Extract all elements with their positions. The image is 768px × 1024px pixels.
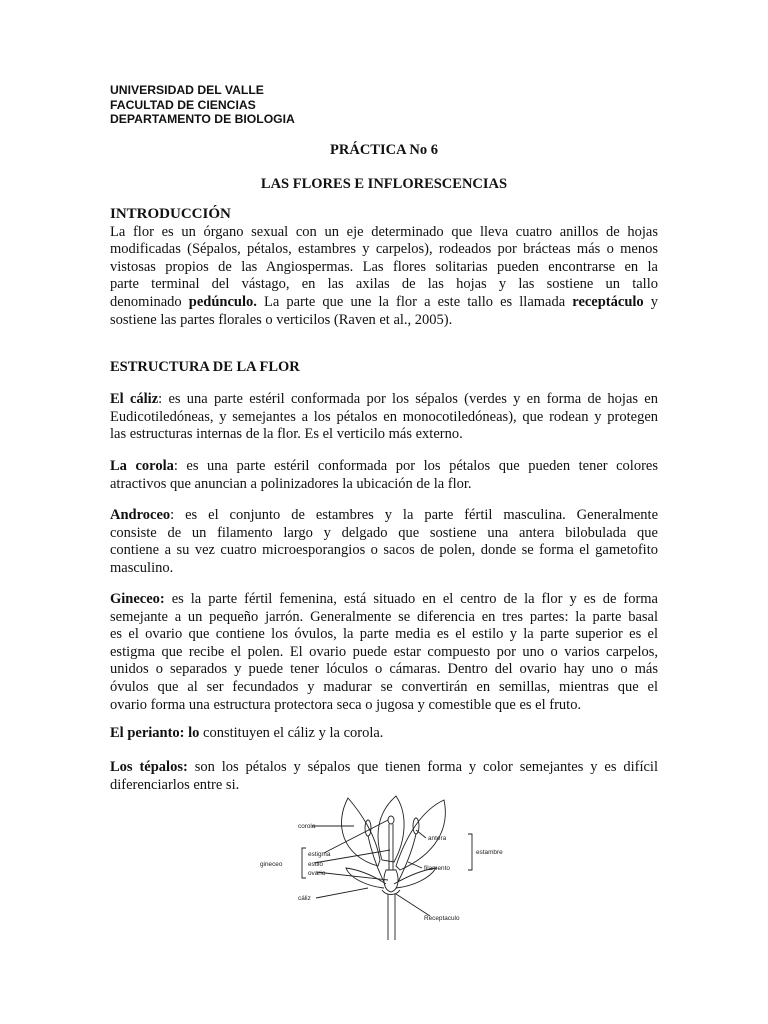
term-caliz: El cáliz <box>110 391 159 407</box>
faculty-name: FACULTAD DE CIENCIAS <box>110 97 256 112</box>
gineceo-paragraph: Gineceo: es la parte fértil femenina, está situado en el centro de la flor y es de forma semejante a un pequeño jarrón. Generalmente se diferencia en tres partes: la parte basal es el ovario que contiene los óvulos, la parte media es el estilo y la parte superior es el estigma que recibe el polen. El ovario puede estar compuesto por uno o varios carpelos, unidos o separados y puede tener lóculos o cámaras. Dentro del ovario hay uno o más óvulos que al ser fecundados y madurar se convertirán en semillas, mientras que el ovario forma una estructura protectora seca o jugosa y comestible que es el fruto. <box>110 591 658 713</box>
center-petal <box>378 796 404 862</box>
label-filamento: filamento <box>424 865 450 872</box>
term-androceo: Androceo <box>110 507 171 523</box>
label-caliz: cáliz <box>298 895 311 902</box>
institution-header <box>110 83 295 127</box>
term-tepalos: Los tépalos: <box>110 759 188 775</box>
introduction-heading: INTRODUCCIÓN <box>110 206 231 222</box>
term-receptacle: receptáculo <box>572 293 644 310</box>
term-perianto: El perianto: lo <box>110 725 200 741</box>
topic-title: LAS FLORES E INFLORESCENCIAS <box>260 176 508 192</box>
university-name: UNIVERSIDAD DEL VALLE <box>110 83 264 97</box>
stem <box>388 894 395 940</box>
introduction-section <box>110 206 658 329</box>
term-peduncle: pedúnculo. <box>188 293 257 310</box>
androceo-paragraph: Androceo: es el conjunto de estambres y la parte fértil masculina. Generalmente consiste de un filamento largo y delgado que sostiene una antera bilobulada que contiene a su vez cuatro microesporangios o sacos de polen, donde se forma el gametofito masculino. <box>110 507 658 576</box>
left-petal <box>341 798 380 866</box>
flower-diagram-svg <box>250 790 520 940</box>
corola-paragraph: La corola: es una parte estéril conformada por los pétalos que pueden tener colores atractivos que anuncian a polinizadores la ubicación de la flor. <box>110 458 658 492</box>
stigma <box>388 816 394 824</box>
intro-line-1: La flor es un órgano sexual con un eje determinado que lleva cuatro anillos de hojas <box>110 223 658 240</box>
style <box>389 824 393 870</box>
label-antera: antera <box>428 835 447 842</box>
department-name: DEPARTAMENTO DE BIOLOGIA <box>110 112 295 126</box>
intro-line-6: sostiene las partes florales o verticilos (Raven et al., 2005). <box>110 311 453 328</box>
practice-title: PRÁCTICA No 6 <box>330 142 438 158</box>
intro-line-2: modificadas (Sépalos, pétalos, estambres y carpelos), rodeados por brácteas más o menos <box>110 241 658 258</box>
label-receptaculo: Receptaculo <box>424 915 460 922</box>
flower-diagram <box>250 790 520 940</box>
label-ovario: ovario <box>308 870 326 877</box>
label-corola: corola <box>298 823 316 830</box>
ovary <box>384 870 398 892</box>
intro-line-5: denominado pedúnculo. La parte que une la flor a este tallo es llamada receptáculo y <box>110 293 659 310</box>
intro-line-4: parte terminal del vástago, en las axilas de las hojas y las sostiene un tallo <box>110 276 658 293</box>
label-estigma: estigma <box>308 851 331 858</box>
label-estilo: estilo <box>308 861 323 868</box>
left-anther <box>365 820 371 836</box>
term-corola: La corola <box>110 458 174 474</box>
tepalos-paragraph: Los tépalos: son los pétalos y sépalos que tienen forma y color semejantes y es difícil diferenciarlos entre si. <box>110 759 658 793</box>
intro-line-3: vistosas propios de las Angiospermas. Las flores solitarias pueden encontrarse en la <box>110 258 658 275</box>
label-gineceo: gineceo <box>260 861 283 868</box>
caliz-paragraph: El cáliz: es una parte estéril conformada por los sépalos (verdes y en forma de hojas en Eudicotiledóneas, y semejantes a los pétalos en monocotiledóneas), que rodean y protegen las estructuras internas de la flor. Es el verticilo más externo. <box>110 391 658 443</box>
perianto-paragraph: El perianto: lo constituyen el cáliz y la corola. <box>110 725 384 741</box>
structure-heading: ESTRUCTURA DE LA FLOR <box>110 359 300 375</box>
term-gineceo: Gineceo: <box>110 591 165 607</box>
label-estambre: estambre <box>476 849 503 856</box>
